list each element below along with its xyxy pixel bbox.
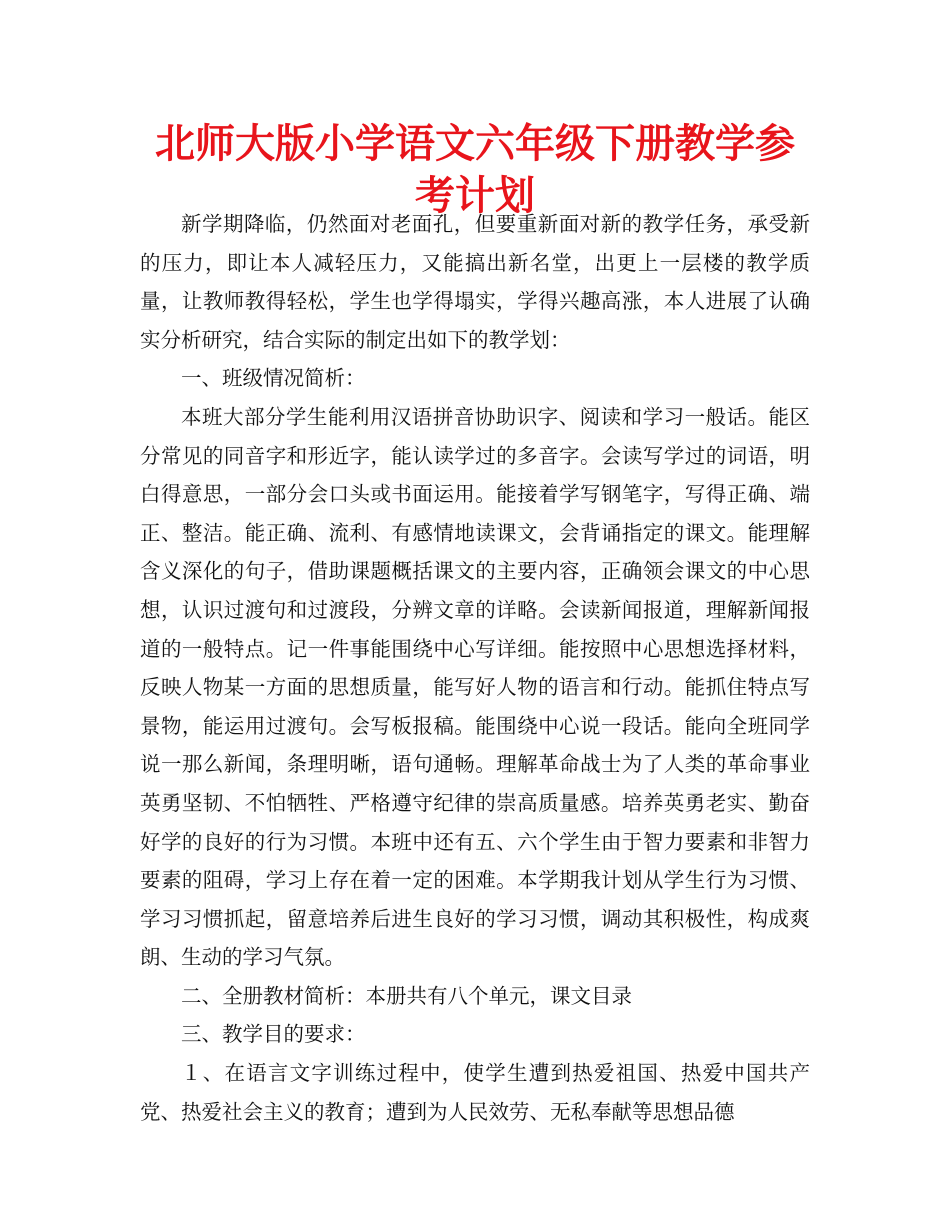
document-title: 北师大版小学语文六年级下册教学参考计划 [155, 121, 795, 219]
section-heading-class-analysis: 一、班级情况简析： [181, 366, 366, 391]
section-heading-textbook-analysis: 二、全册教材简析：本册共有八个单元，课文目录 [181, 983, 632, 1008]
paragraph-intro: 新学期降临，仍然面对老面孔，但要重新面对新的教学任务，承受新的压力，即让本人减轻压力，又能搞出新名堂，出更上一层楼的教学质量，让教师教得轻松，学生也学得塌实，学得兴趣高涨，本人进展了认确实分析研究，结合实际的制定出如下的教学划： [140, 212, 810, 352]
section-heading-teaching-goals: 三、教学目的要求： [181, 1022, 366, 1047]
document-body [140, 205, 810, 1131]
paragraph-goal-1: １、在语言文字训练过程中，使学生遭到热爱祖国、热爱中国共产党、热爱社会主义的教育；遭到为人民效劳、无私奉献等思想品德 [140, 1061, 810, 1124]
paragraph-class-analysis: 本班大部分学生能利用汉语拼音协助识字、阅读和学习一般话。能区分常见的同音字和形近字，能认读学过的多音字。会读写学过的词语，明白得意思，一部分会口头或书面运用。能接着学写钢笔字，写得正确、端正、整洁。能正确、流利、有感情地读课文，会背诵指定的课文。能理解含义深化的句子，借助课题概括课文的主要内容，正确领会课文的中心思想，认识过渡句和过渡段，分辨文章的详略。会读新闻报道，理解新闻报道的一般特点。记一件事能围绕中心写详细。能按照中心思想选择材料，反映人物某一方面的思想质量，能写好人物的语言和行动。能抓住特点写景物，能运用过渡句。会写板报稿。能围绕中心说一段话。能向全班同学说一那么新闻，条理明晰，语句通畅。理解革命战士为了人类的革命事业英勇坚韧、不怕牺牲、严格遵守纪律的崇高质量感。培养英勇老实、勤奋好学的良好的行为习惯。本班中还有五、六个学生由于智力要素和非智力要素的阻碍，学习上存在着一定的困难。本学期我计划从学生行为习惯、学习习惯抓起，留意培养后进生良好的学习习惯，调动其积极性，构成爽朗、生动的学习气氛。 [140, 404, 810, 970]
